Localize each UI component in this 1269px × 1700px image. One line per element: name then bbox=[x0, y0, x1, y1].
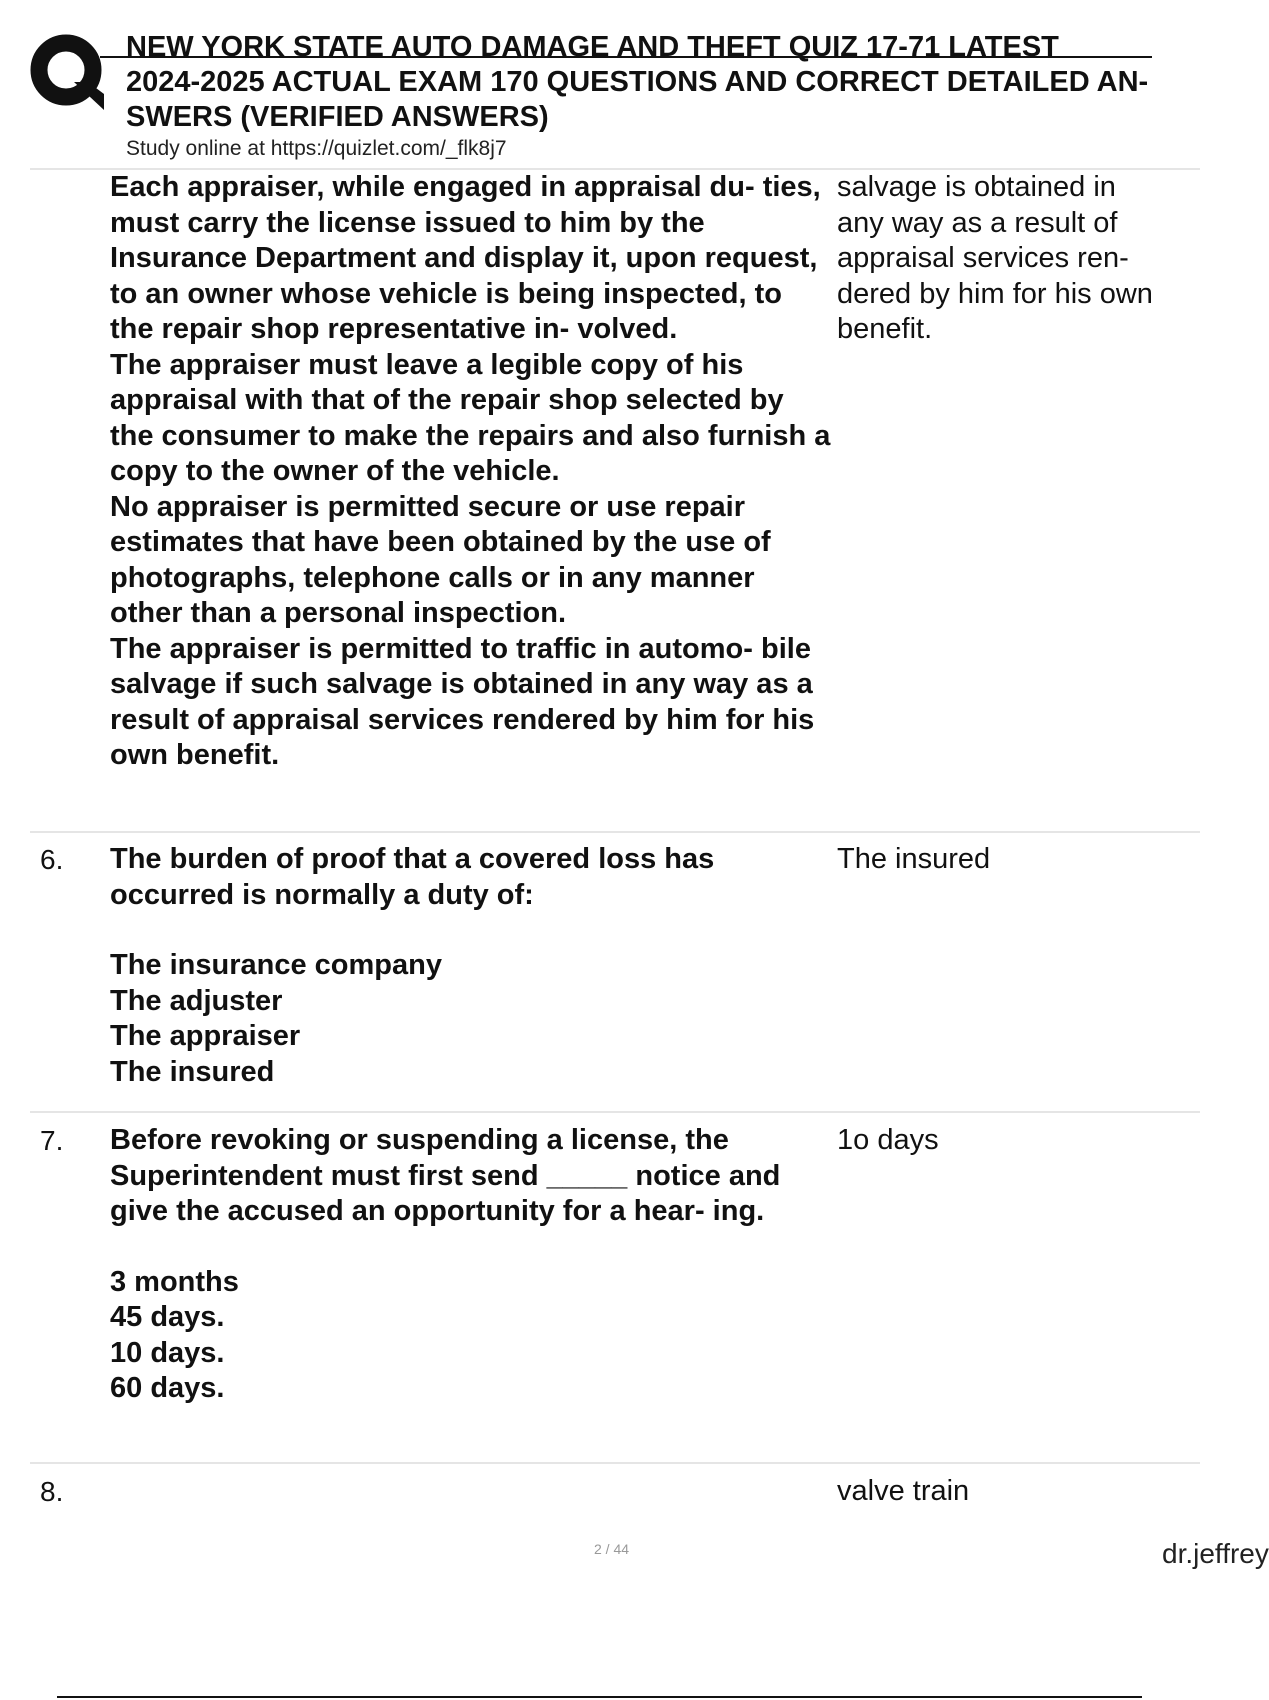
document-owner: dr.jeffrey bbox=[1162, 1538, 1269, 1569]
option: The appraiser bbox=[110, 1020, 301, 1052]
answer-line: salvage is obtained in bbox=[837, 171, 1116, 203]
option-paragraph: The appraiser is permitted to traffic in automo- bile salvage if such salvage is obtained in any way as a result of appraisal services rendered by him for his own benefit. bbox=[110, 632, 815, 771]
option: 60 days. bbox=[110, 1372, 225, 1404]
answer-text: The insured bbox=[837, 843, 991, 875]
title-line: 2024-2025 ACTUAL EXAM 170 QUESTIONS AND CORRECT DETAILED AN- bbox=[126, 66, 1149, 98]
option-paragraph: The appraiser must leave a legible copy of his appraisal with that of the repair shop selected by the consumer to make the repairs and also furnish a copy to the owner of the vehicle. bbox=[110, 348, 831, 487]
question-text bbox=[110, 842, 832, 1090]
title-line: NEW YORK STATE AUTO DAMAGE AND THEFT QUIZ 17-71 LATEST bbox=[126, 31, 1059, 63]
answer-line: dered by him for his own bbox=[837, 277, 1153, 310]
answer-options bbox=[110, 1265, 832, 1407]
option-paragraph: Each appraiser, while engaged in appraisal du- ties, must carry the license issued to him by the Insurance Department and display it, upon request, to an owner whose vehicle is being inspected, to the repair shop representative in- volved. bbox=[110, 171, 821, 345]
option-paragraph: No appraiser is permitted secure or use repair estimates that have been obtained by the use of photographs, telephone calls or in any manner other than a personal inspection. bbox=[110, 490, 771, 629]
question-number: 6. bbox=[40, 844, 64, 875]
study-online-link[interactable]: Study online at https://quizlet.com/_flk8j7 bbox=[126, 137, 507, 160]
answer-text bbox=[837, 170, 1197, 348]
question-stem: Before revoking or suspending a license, the Superintendent must first send _____ notice and give the accused an opportunity for a hear- ing. bbox=[110, 1124, 781, 1227]
answer-line: benefit. bbox=[837, 313, 933, 345]
option: The insurance company bbox=[110, 949, 442, 981]
quizlet-logo-icon bbox=[30, 30, 106, 114]
answer-text: 1o days bbox=[837, 1124, 939, 1156]
option: 45 days. bbox=[110, 1301, 225, 1333]
option: The adjuster bbox=[110, 984, 283, 1017]
option: 3 months bbox=[110, 1265, 239, 1298]
title-line: SWERS (VERIFIED ANSWERS) bbox=[126, 101, 549, 133]
answer-options bbox=[110, 948, 832, 1090]
divider bbox=[30, 831, 1200, 833]
option: 10 days. bbox=[110, 1336, 225, 1369]
question-number: 7. bbox=[40, 1125, 64, 1156]
answer-line: any way as a result of bbox=[837, 206, 1118, 239]
question-text bbox=[110, 170, 832, 774]
option: The insured bbox=[110, 1055, 275, 1088]
question-number: 8. bbox=[40, 1476, 64, 1507]
question-text bbox=[110, 1123, 832, 1407]
question-stem: The burden of proof that a covered loss has occurred is normally a duty of: bbox=[110, 843, 715, 911]
answer-line: appraisal services ren- bbox=[837, 242, 1129, 274]
bottom-rule bbox=[57, 1696, 1142, 1698]
page-indicator: 2 / 44 bbox=[594, 1541, 630, 1557]
document-title bbox=[126, 30, 1200, 135]
divider bbox=[30, 1111, 1200, 1113]
answer-text: valve train bbox=[837, 1475, 970, 1507]
divider bbox=[30, 1462, 1200, 1464]
